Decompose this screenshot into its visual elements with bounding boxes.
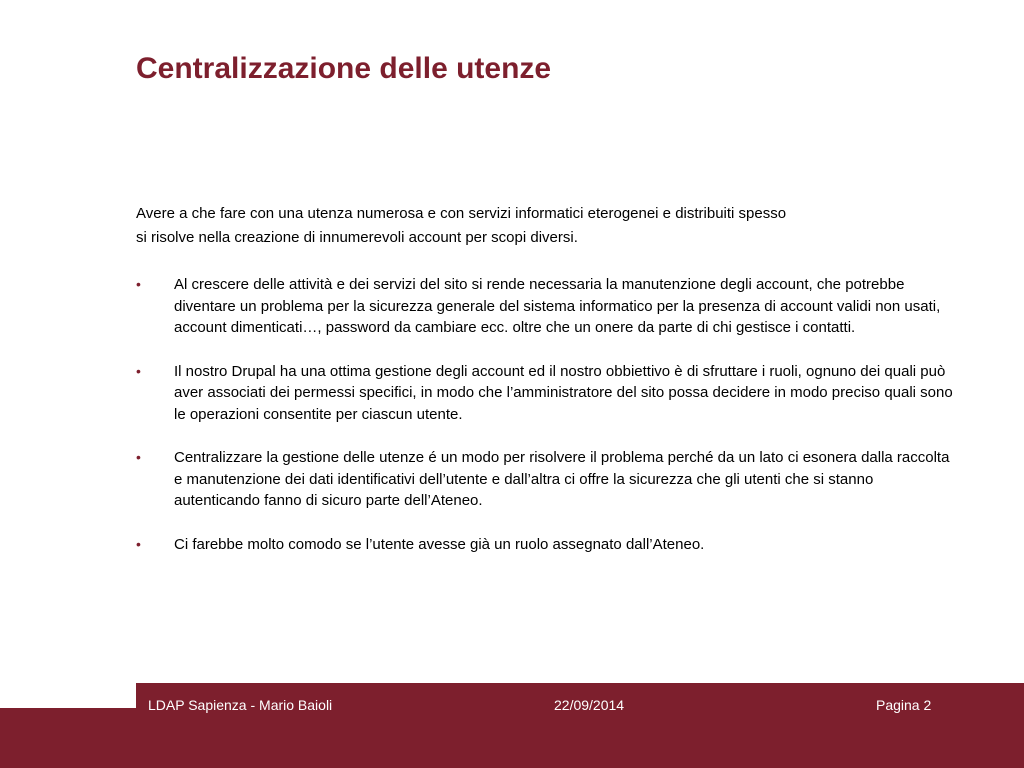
footer-panel: [136, 683, 1024, 768]
bullet-item: [136, 447, 956, 512]
bullet-icon: •: [136, 276, 141, 292]
bullet-item: [136, 534, 956, 556]
footer-author: LDAP Sapienza - Mario Baioli: [148, 697, 333, 713]
bullet-item: [136, 361, 956, 426]
footer-page-number: Pagina 2: [876, 697, 932, 713]
bullet-text: Ci farebbe molto comodo se l’utente avesse già un ruolo assegnato dall’Ateneo.: [174, 535, 705, 553]
bullet-icon: •: [136, 449, 141, 465]
bullet-item: [136, 274, 956, 339]
footer-date: 22/09/2014: [554, 697, 625, 713]
intro-line-2: si risolve nella creazione di innumerevoli account per scopi diversi.: [136, 229, 578, 246]
bullet-icon: •: [136, 362, 141, 379]
bullet-list: [136, 274, 956, 577]
intro-paragraph: [136, 202, 936, 250]
bullet-text: Il nostro Drupal ha una ottima gestione degli account ed il nostro obbiettivo è di sfruttare i ruoli, ognuno dei quali può aver associati dei permessi specifici, in modo che l’amministratore del sito possa decidere in modo preciso quali sono le operazioni consentite per ciascun utente.: [174, 362, 953, 423]
bullet-icon: •: [136, 535, 141, 552]
bullet-text: Centralizzare la gestione delle utenze é un modo per risolvere il problema perché da un lato ci esonera dalla raccolta e manutenzione dei dati identificativi dell’utente e dall’altra ci offre la sicurezza che gli utenti che si stanno autenticando fanno di sicuro parte dell’Ateneo.: [174, 449, 950, 509]
bullet-text: Al crescere delle attività e dei servizi del sito si rende necessaria la manutenzione degli account, che potrebbe diventare un problema per la sicurezza generale del sistema informatico per la presenza di account validi non usati, account dimenticati…, password da cambiare ecc. oltre che un onere da parte di chi gestisce i contatti.: [174, 276, 941, 336]
intro-line-1: Avere a che fare con una utenza numerosa e con servizi informatici eterogenei e distribuiti spesso: [136, 205, 787, 222]
slide-title: Centralizzazione delle utenze: [136, 52, 552, 85]
